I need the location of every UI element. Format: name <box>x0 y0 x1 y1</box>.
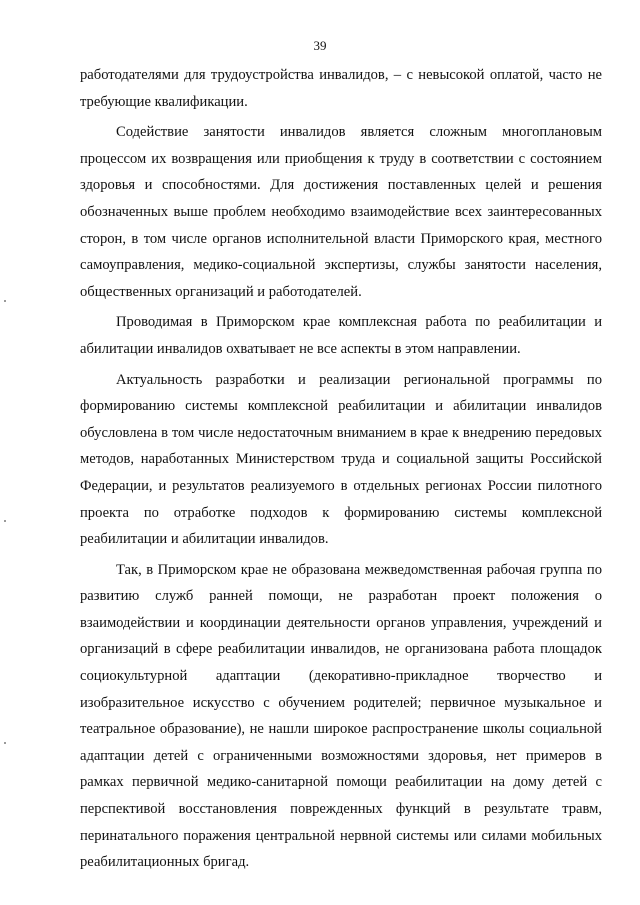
scan-margin-mark <box>4 742 6 744</box>
paragraph-comprehensive-work: Проводимая в Приморском крае комплексная работа по реабилитации и абилитации инвалидов охватывает не все аспекты в этом направлении. <box>80 314 602 357</box>
page-number: 39 <box>313 38 327 53</box>
scan-margin-mark <box>4 300 6 302</box>
paragraph-employment-assistance: Содействие занятости инвалидов является сложным многоплановым процессом их возвращения или приобщения к труду в соответствии с состоянием здоровья и способностями. Для достижения поставленных целей и решения обозначенных выше проблем необходимо взаимодействие всех заинтересованных сторон, в том числе органов исполнительной власти Приморского края, местного самоуправления, медико-социальной экспертизы, службы занятости населения, общественных организаций и работодателей. <box>80 124 602 300</box>
paragraph-regional-gaps: Так, в Приморском крае не образована межведомственная рабочая группа по развитию служб ранней помощи, не разработан проект положения о взаимодействии и координации деятельности органов управления, учреждений и организаций в сфере реабилитации инвалидов, не организована работа площадок социокультурной адаптации (декоративно-прикладное творчество и изобразительное искусство с обучением родителей; первичное музыкальное и театральное образование), не нашли широкое распространение школы социальной адаптации детей с ограниченными возможностями здоровья, нет примеров в рамках первичной медико-санитарной помощи реабилитации на дому детей с перспективой восстановления поврежденных функций в результате травм, перинатального поражения центральной нервной системы или силами мобильных реабилитационных бригад. <box>80 561 602 871</box>
paragraph-program-relevance: Актуальность разработки и реализации региональной программы по формированию системы комплексной реабилитации и абилитации инвалидов обусловлена в том числе недостаточным вниманием в крае к внедрению передовых методов, наработанных Министерством труда и социальной защиты Российской Федерации, и результатов реализуемого в отдельных регионах России пилотного проекта по отработке подходов к формированию системы комплексной реабилитации и абилитации инвалидов. <box>80 371 602 548</box>
scan-margin-mark <box>4 520 6 522</box>
document-body <box>80 62 602 876</box>
paragraph-continuation: работодателями для трудоустройства инвалидов, – с невысокой оплатой, часто не требующие квалификации. <box>80 67 602 110</box>
